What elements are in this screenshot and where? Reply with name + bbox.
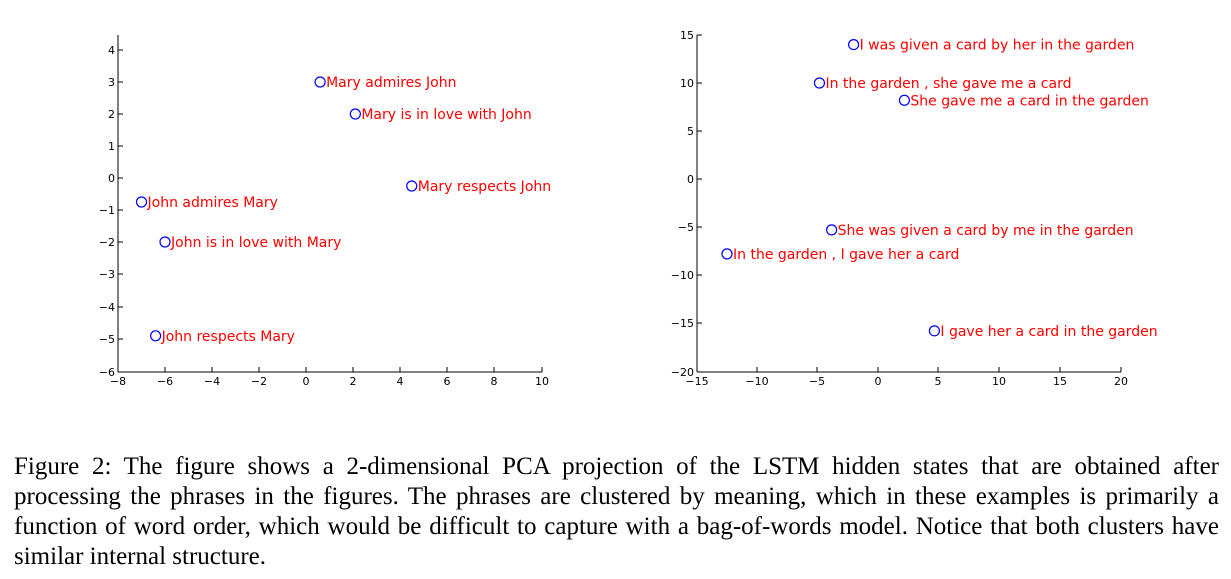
figure-caption: Figure 2: The figure shows a 2-dimensional PCA projection of the LSTM hidden states that are obtained after processing the phrases in the figures. The phrases are clustered by meaning, which in these examples is primarily a function of word order, which would be difficult to capture with a bag-of-words model. Notice that both clusters have similar internal structure. (14, 453, 1219, 570)
data-point-label: In the garden , she gave me a card (825, 76, 1072, 92)
data-point-marker (899, 95, 909, 105)
y-tick-label: −2 (98, 236, 115, 249)
y-tick-label: −1 (98, 204, 115, 217)
y-tick-label: 0 (108, 172, 115, 185)
data-point-label: She gave me a card in the garden (910, 93, 1149, 110)
data-point-label: I was given a card by her in the garden (859, 37, 1135, 54)
y-tick-label: −3 (98, 268, 115, 281)
y-tick-label: 3 (108, 76, 115, 89)
x-tick-label: 0 (302, 375, 310, 388)
x-tick-label: −2 (250, 375, 268, 388)
x-tick-label: −10 (745, 375, 769, 388)
x-tick-label: 0 (874, 375, 882, 388)
x-tick-label: 5 (934, 375, 942, 388)
data-point-label: I gave her a card in the garden (940, 323, 1158, 340)
y-tick-label: 5 (687, 125, 694, 138)
data-point-marker (722, 249, 732, 259)
y-tick-label: −10 (670, 269, 694, 282)
data-point-label: Mary admires John (326, 75, 457, 91)
x-tick-label: 10 (992, 375, 1006, 388)
y-tick-label: −15 (670, 317, 694, 330)
y-tick-label: 15 (680, 29, 694, 42)
y-tick-label: −4 (98, 301, 115, 314)
y-tick-label: −5 (98, 333, 115, 346)
x-tick-label: 20 (1114, 375, 1128, 388)
data-point-marker (407, 181, 417, 191)
data-point-marker (160, 237, 170, 247)
y-tick-label: −6 (98, 366, 115, 379)
x-tick-label: −8 (109, 375, 127, 388)
right-scatter-plot (671, 29, 1158, 388)
x-tick-label: 2 (349, 375, 357, 388)
y-tick-label: 0 (687, 173, 694, 186)
x-tick-label: −6 (156, 375, 174, 388)
data-point-label: John respects Mary (161, 328, 295, 345)
y-tick-label: 1 (108, 140, 115, 153)
x-tick-label: 4 (396, 375, 404, 388)
data-point-marker (814, 78, 824, 88)
x-tick-label: 8 (490, 375, 498, 388)
data-point-marker (827, 225, 837, 235)
data-point-marker (350, 109, 360, 119)
data-point-label: John is in love with Mary (171, 235, 342, 251)
data-point-marker (137, 197, 147, 207)
x-tick-label: 6 (443, 375, 451, 388)
y-tick-label: −5 (677, 221, 694, 234)
x-tick-label: 10 (535, 375, 549, 388)
y-tick-label: 4 (108, 44, 115, 57)
data-point-label: Mary respects John (417, 179, 552, 195)
y-tick-label: 2 (108, 108, 115, 121)
y-tick-label: 10 (680, 77, 694, 90)
data-point-label: John admires Mary (147, 195, 278, 211)
x-tick-label: −4 (203, 375, 221, 388)
data-point-marker (151, 331, 161, 341)
data-point-marker (929, 326, 939, 336)
left-scatter-plot (99, 35, 551, 388)
data-point-label: Mary is in love with John (361, 107, 532, 123)
data-point-marker (849, 40, 859, 50)
x-tick-label: −15 (685, 375, 709, 388)
data-point-label: She was given a card by me in the garden (837, 222, 1134, 239)
data-point-marker (315, 77, 325, 87)
x-tick-label: −5 (808, 375, 826, 388)
x-tick-label: 15 (1053, 375, 1067, 388)
y-tick-label: −20 (670, 366, 694, 379)
data-point-label: In the garden , I gave her a card (733, 246, 960, 263)
